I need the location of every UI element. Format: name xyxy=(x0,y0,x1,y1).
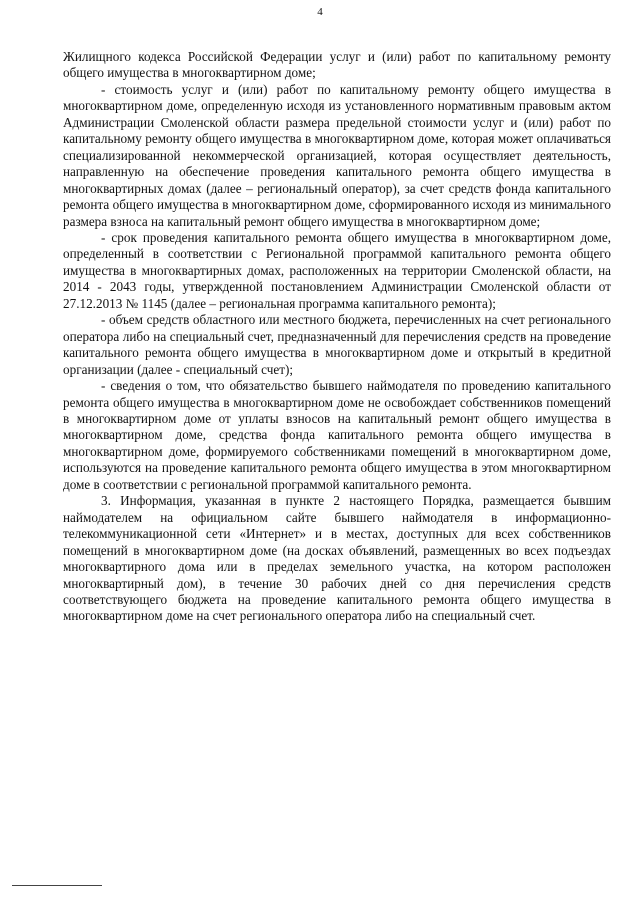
document-body xyxy=(63,49,611,625)
paragraph-repair-cost: - стоимость услуг и (или) работ по капитальному ремонту общего имущества в многоквартирном доме, определенную исходя из установленного нормативным правовым актом Администрации Смоленской области размера предельной стоимости услуг и (или) работ по капитальному ремонту общего имущества в многоквартирном доме, которая может оплачиваться специализированной некоммерческой организацией, которая осуществляет деятельность, направленную на обеспечение проведения капитального ремонта общего имущества в многоквартирных домах (далее – региональный оператор), за счет средств фонда капитального ремонта общего имущества в многоквартирном доме, сформированного исходя из минимального размера взноса на капитальный ремонт общего имущества в многоквартирном доме; xyxy=(63,81,611,229)
paragraph-obligation-info: - сведения о том, что обязательство бывшего наймодателя по проведению капитального ремонта общего имущества в многоквартирном доме не освобождает собственников помещений в многоквартирном доме от уплаты взносов на капитальный ремонт общего имущества в многоквартирном доме, средства фонда капитального ремонта общего имущества в многоквартирном доме, формируемого собственниками помещений в многоквартирном доме, используются на проведение капитального ремонта общего имущества в этом многоквартирном доме в соответствии с региональной программой капитального ремонта. xyxy=(63,378,611,492)
scan-edge-line xyxy=(12,885,102,886)
page-number: 4 xyxy=(317,6,323,18)
paragraph-budget-funds: - объем средств областного или местного бюджета, перечисленных на счет регионального оператора либо на специальный счет, предназначенный для перечисления средств на проведение капитального ремонта общего имущества в многоквартирном доме и открытый в кредитной организации (далее - специальный счет); xyxy=(63,312,611,377)
paragraph-clause-3: 3. Информация, указанная в пункте 2 настоящего Порядка, размещается бывшим наймодателем на официальном сайте бывшего наймодателя в информационно-телекоммуникационной сети «Интернет» и в местах, доступных для всех собственников помещений в многоквартирном доме (на досках объявлений, размещенных во всех подъездах многоквартирного дома или в пределах земельного участка, на котором расположен многоквартирный дом), в течение 30 рабочих дней со дня перечисления средств соответствующего бюджета на проведение капитального ремонта общего имущества в многоквартирном доме на счет регионального оператора либо на специальный счет. xyxy=(63,493,611,624)
paragraph-repair-term: - срок проведения капитального ремонта общего имущества в многоквартирном доме, определенный в соответствии с Региональной программой капитального ремонта общего имущества в многоквартирных домах, расположенных на территории Смоленской области, на 2014 - 2043 годы, утвержденной постановлением Администрации Смоленской области от 27.12.2013 № 1145 (далее – региональная программа капитального ремонта); xyxy=(63,229,611,311)
paragraph-continuation: Жилищного кодекса Российской Федерации услуг и (или) работ по капитальному ремонту общего имущества в многоквартирном доме; xyxy=(63,49,611,81)
